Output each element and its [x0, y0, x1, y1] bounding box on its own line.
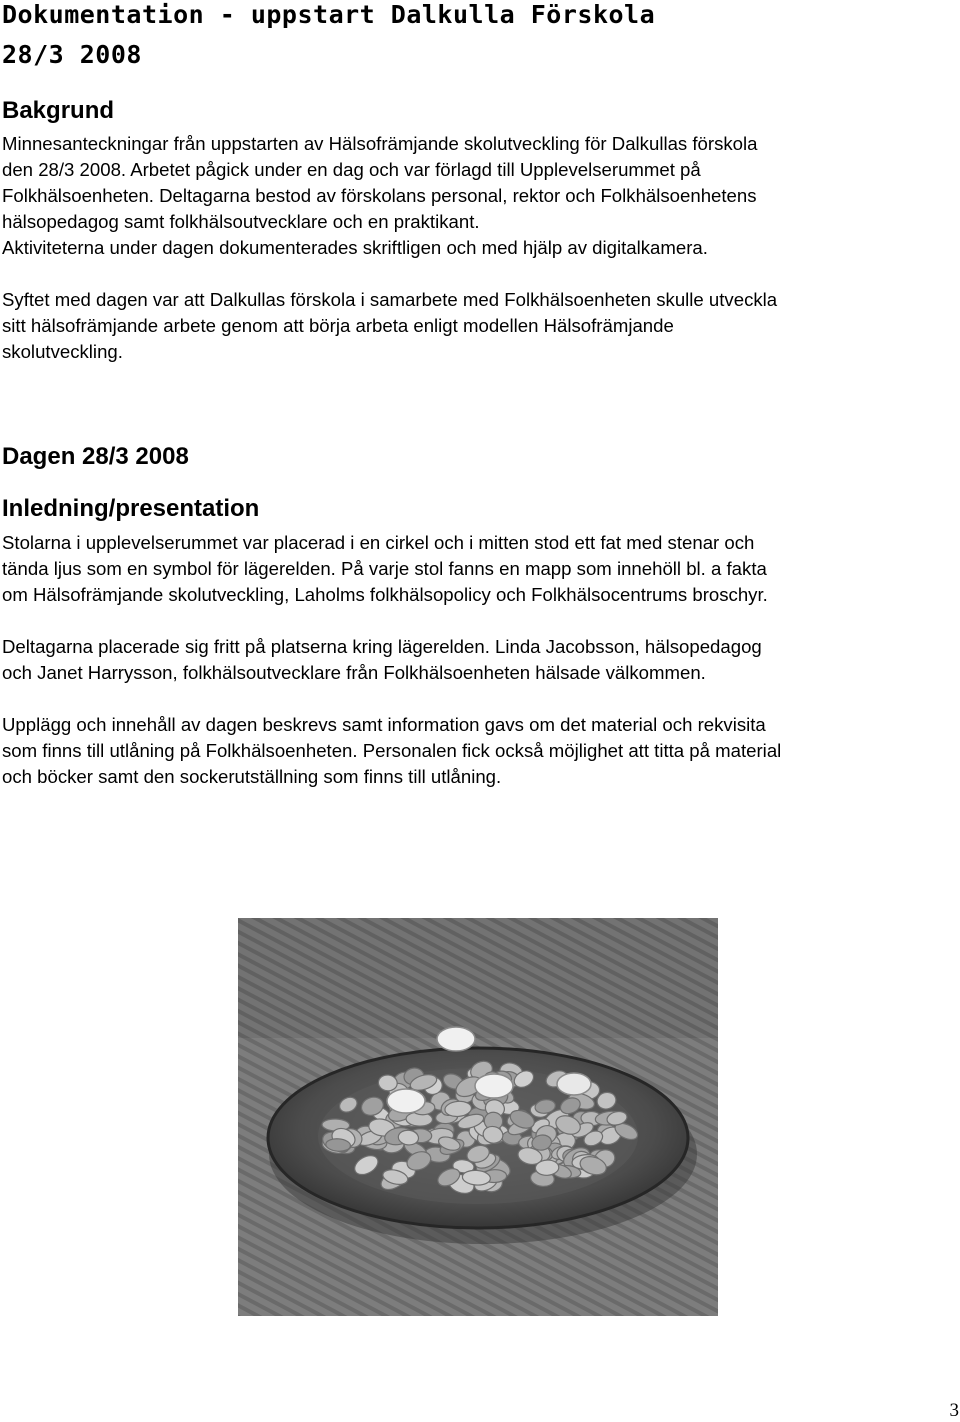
document-title: Dokumentation - uppstart Dalkulla Förskola [2, 0, 656, 29]
text-line: sitt hälsofrämjande arbete genom att börja arbeta enligt modellen Hälsofrämjande [2, 315, 674, 336]
text-line: Syftet med dagen var att Dalkullas förskola i samarbete med Folkhälsoenheten skulle utveckla [2, 289, 778, 310]
text-line: Stolarna i upplevelserummet var placerad i en cirkel och i mitten stod ett fat med stenar och [2, 532, 755, 553]
text-line: Deltagarna placerade sig fritt på platserna kring lägerelden. Linda Jacobsson, hälsopedagog [2, 636, 762, 657]
text-line: tända ljus som en symbol för lägerelden. På varje stol fanns en mapp som innehöll bl. a fakta [2, 558, 767, 579]
text-line: som finns till utlåning på Folkhälsoenheten. Personalen fick också möjlighet att titta på material [2, 740, 782, 761]
paragraph-inledning-1 [2, 530, 952, 608]
text-line: Minnesanteckningar från uppstarten av Hälsofrämjande skolutveckling för Dalkullas förskola [2, 133, 758, 154]
candle-icon [475, 1074, 513, 1098]
heading-inledning: Inledning/presentation [2, 495, 260, 522]
text-line: och böcker samt den sockerutställning som finns till utlåning. [2, 766, 502, 787]
photo-stones-plate [238, 918, 718, 1316]
text-line: Upplägg och innehåll av dagen beskrevs samt information gavs om det material och rekvisita [2, 714, 766, 735]
paragraph-inledning-2 [2, 634, 952, 686]
candle-icon [437, 1027, 475, 1051]
text-line: skolutveckling. [2, 341, 123, 362]
candle-icon [387, 1089, 425, 1113]
text-line: om Hälsofrämjande skolutveckling, Laholms folkhälsopolicy och Folkhälsocentrums broschyr. [2, 584, 768, 605]
text-line: och Janet Harrysson, folkhälsoutvecklare från Folkhälsoenheten hälsade välkommen. [2, 662, 706, 683]
page-number: 3 [949, 1400, 959, 1421]
candle-icon [557, 1073, 591, 1095]
document-date: 28/3 2008 [2, 40, 142, 69]
text-line: den 28/3 2008. Arbetet pågick under en dag och var förlagd till Upplevelserummet på [2, 159, 701, 180]
heading-bakgrund: Bakgrund [2, 97, 115, 124]
text-line: Folkhälsoenheten. Deltagarna bestod av förskolans personal, rektor och Folkhälsoenhetens [2, 185, 757, 206]
text-line: hälsopedagog samt folkhälsoutvecklare och en praktikant. [2, 211, 480, 232]
text-line: Aktiviteterna under dagen dokumenterades skriftligen och med hjälp av digitalkamera. [2, 237, 708, 258]
paragraph-bakgrund-2 [2, 287, 952, 365]
paragraph-inledning-3 [2, 712, 952, 790]
paragraph-bakgrund-1 [2, 131, 952, 261]
heading-dagen: Dagen 28/3 2008 [2, 443, 189, 470]
